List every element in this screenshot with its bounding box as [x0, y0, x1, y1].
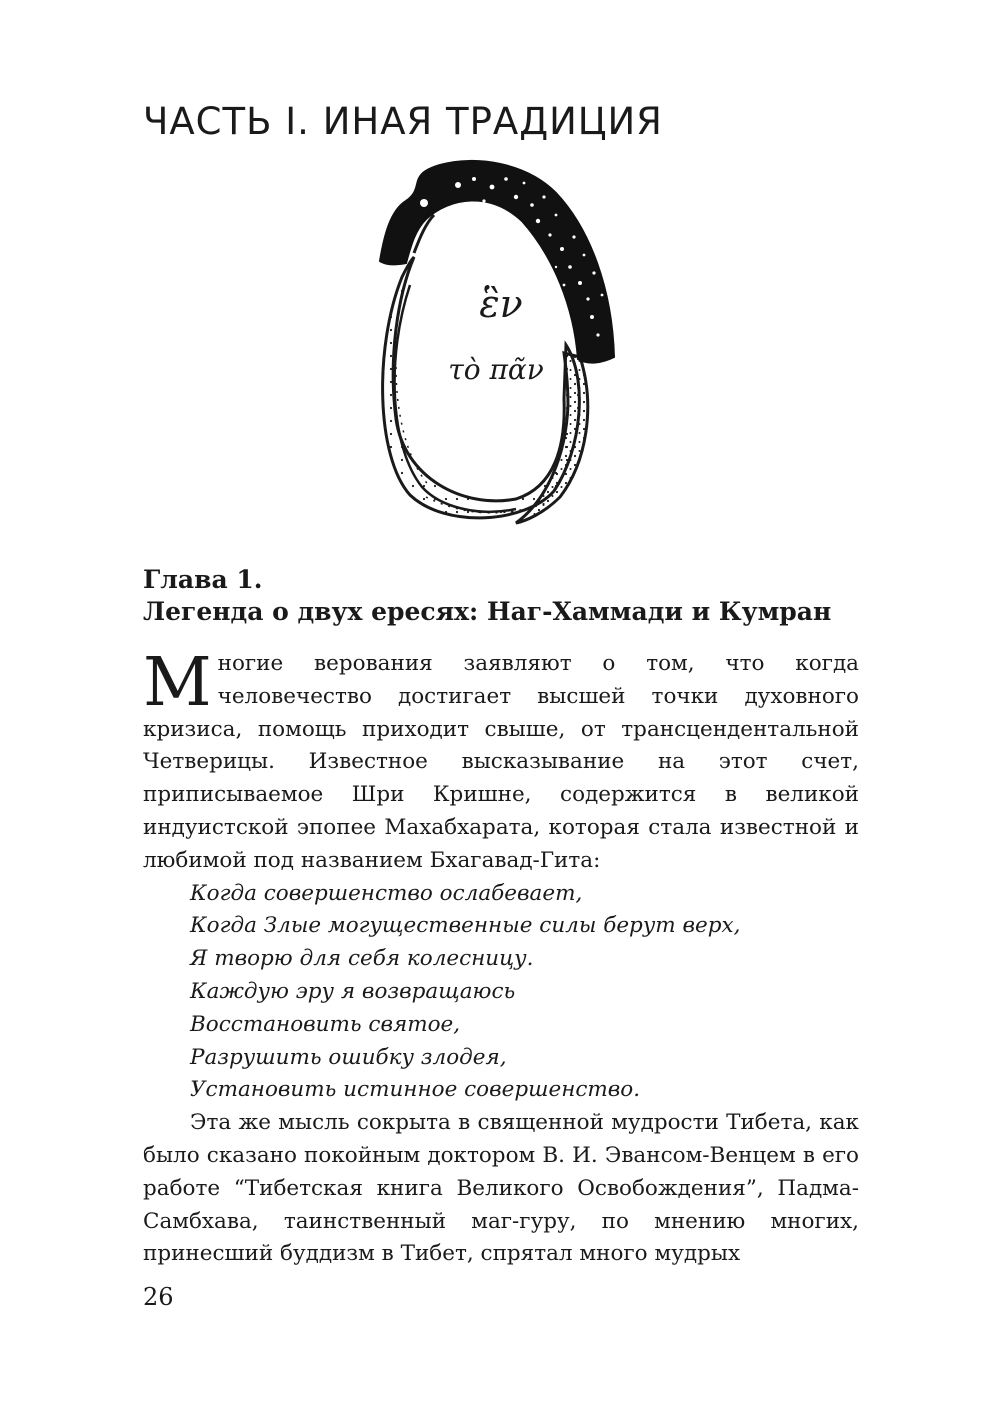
drop-cap: М — [143, 643, 212, 721]
inscription-bottom: τὸ πᾶν — [448, 353, 544, 386]
ouroboros-dark-body — [380, 161, 614, 363]
verse-line: Восстановить святое, — [190, 1011, 461, 1037]
paragraph-intro-text: ногие верования заявляют о том, что когда человечество достигает высшей точки духовного кризиса, помощь приходит свыше, от трансцендентальной Четверицы. Известное высказывание на этот счет, приписываемое Шри Кришне, содержится в великой индуистской эпопее Махабхарата, которая стала известной и любимой под названием Бхагавад-Гита: — [143, 651, 859, 873]
verse-line: Каждую эру я возвращаюсь — [190, 978, 516, 1004]
paragraph-tibet: Эта же мысль сокрыта в священной мудрости Тибета, как было сказано покойным доктором В. И. Эвансом-Венцем в его работе “Тибетская книга Великого Освобождения”, Падма-Самбхава, таинственный маг-гуру, по мнению многих, принесший буддизм в Тибет, спрятал много мудрых — [143, 1110, 859, 1267]
inscription-top: ἓν — [479, 282, 523, 326]
ouroboros-eye — [420, 199, 428, 207]
verse-line: Разрушить ошибку злодея, — [190, 1044, 507, 1070]
part-title: ЧАСТЬ I. ИНАЯ ТРАДИЦИЯ — [143, 100, 663, 143]
ouroboros-illustration — [366, 157, 636, 529]
verse-line: Я творю для себя колесницу. — [190, 946, 534, 972]
verse-line: Когда Злые могущественные силы берут верх, — [190, 913, 741, 939]
paragraph-intro — [143, 643, 859, 878]
body-text — [143, 643, 859, 1271]
verse-line: Установить истинное совершенство. — [190, 1077, 641, 1103]
page-number: 26 — [143, 1283, 174, 1311]
verse-line: Когда совершенство ослабевает, — [190, 880, 583, 906]
chapter-title: Легенда о двух ересях: Наг-Хаммади и Кумран — [143, 597, 832, 626]
chapter-label: Глава 1. — [143, 565, 263, 594]
